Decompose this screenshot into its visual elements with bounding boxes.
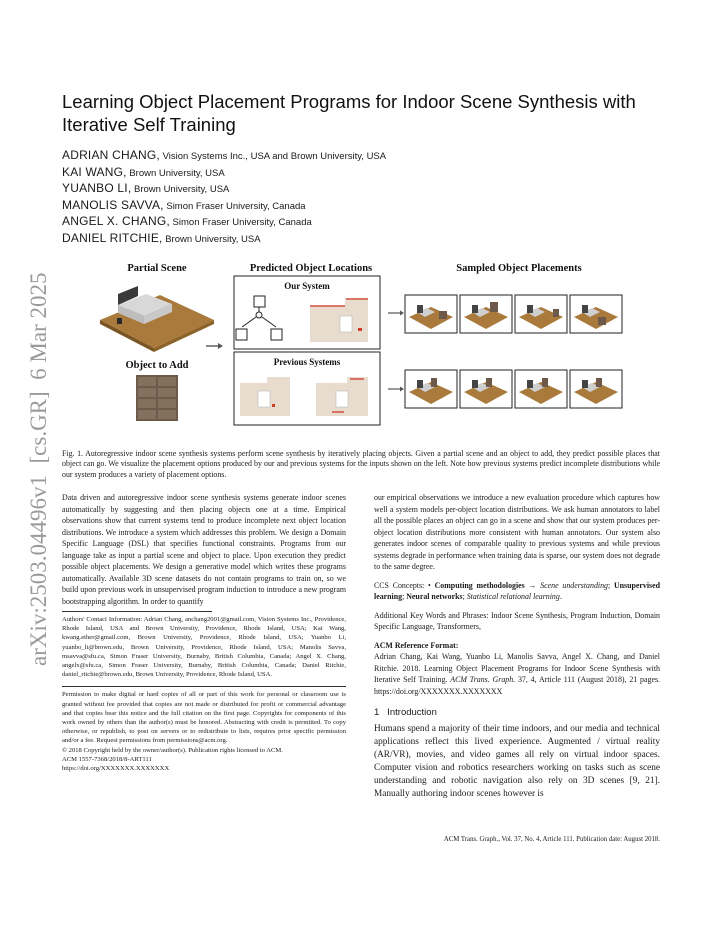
abstract-right: our empirical observations we introduce a new evaluation procedure which captures how well a system models per-object location distributions. We ask human annotators to label all the possible places an object can go in a scene and show that our system produces per-object location distributions more consistent with human annotators. Our system also generates indoor scenes of comparable quality to previous systems and while previous systems degrade in performance when training data is sparse, our system does not degrade to the same degree. xyxy=(374,493,660,571)
dresser-image xyxy=(136,375,178,421)
arrow-icon xyxy=(206,343,223,349)
author-list xyxy=(62,148,662,248)
program-tree-icon xyxy=(236,296,282,340)
label-sampled-placements: Sampled Object Placements xyxy=(456,263,582,274)
previous-system-heatmap-2 xyxy=(316,377,368,416)
arxiv-stamp-text: arXiv:2503.04496v1 [cs.GR] 6 Mar 2025 xyxy=(26,272,51,666)
doi-line: https://doi.org/XXXXXXX.XXXXXXX xyxy=(62,765,170,773)
acm-reference-heading: ACM Reference Format: xyxy=(374,640,459,650)
left-column xyxy=(62,492,346,773)
our-system-heatmap xyxy=(310,298,368,342)
figure-caption: Fig. 1. Autoregressive indoor scene synthesis systems perform scene synthesis by iteratively placing objects. Given a partial scene and an object to add, they predict possible places that object can go. We visualize the placement options produced by our and previous systems for the inputs shown on the left. Note how previous systems predict incomplete distributions while our system produces a variety of placement options. xyxy=(62,449,660,479)
author-line: KAI WANG, Brown University, USA xyxy=(62,164,225,179)
keywords: Additional Key Words and Phrases: Indoor Scene Synthesis, Program Induction, Domain Specific Language, Transformers, xyxy=(374,610,660,631)
label-our-system: Our System xyxy=(284,281,330,291)
issn-line: ACM 1557-7368/2018/8-ART111 xyxy=(62,755,152,763)
author-line: YUANBO LI, Brown University, USA xyxy=(62,181,230,196)
author-line: DANIEL RITCHIE, Brown University, USA xyxy=(62,230,261,245)
sample-thumbnails-previous xyxy=(405,370,622,408)
copyright-line: © 2018 Copyright held by the owner/author(s). Publication rights licensed to ACM. xyxy=(62,746,283,754)
paper-title: Learning Object Placement Programs for Indoor Scene Synthesis with Iterative Self Training xyxy=(62,91,636,135)
page-footer: ACM Trans. Graph., Vol. 37, No. 4, Article 111. Publication date: August 2018. xyxy=(443,836,660,843)
abstract-left: Data driven and autoregressive indoor scene synthesis systems generate indoor scenes automatically by suggesting and then placing objects one at a time. Empirical observations show that current systems tend to produce incomplete next object location distributions. We introduce a system which addresses this problem. We design a Domain Specific Language (DSL) that specifies functional constraints. Programs from our language take as input a partial scene and object to place. Upon execution they predict possible object placements. We design a generative model which writes these programs automatically. Available 3D scene datasets do not contain programs to train on, so we build upon previous work in unsupervised program induction to introduce a new program bootstrapping algorithm. In order to quantify xyxy=(62,493,346,606)
footnote-rule xyxy=(62,611,212,612)
author-line: ADRIAN CHANG, Vision Systems Inc., USA and Brown University, USA xyxy=(62,148,387,162)
arxiv-stamp xyxy=(8,250,68,670)
label-object-to-add: Object to Add xyxy=(125,360,189,371)
permission-rule xyxy=(62,686,346,687)
permission-notice: Permission to make digital or hard copies of all or part of this work for personal or classroom use is granted without fee provided that copies are not made or distributed for profit or commercial advantage and that copies bear this notice and the full citation on the first page. Copyrights for components of this work owned by others than the author(s) must be honored. Abstracting with credit is permitted. To copy otherwise, or republish, to post on servers or to redistribute to lists, requires prior specific permission and/or a fee. Request permissions from permissions@acm.org. xyxy=(62,691,346,745)
label-predicted-locations: Predicted Object Locations xyxy=(249,263,373,274)
ccs-concepts: CCS Concepts: • Computing methodologies → Scene understanding; Unsupervised learning; Neural networks; Statistical relational learning. xyxy=(374,580,661,601)
partial-scene-image xyxy=(100,286,214,352)
acm-reference: Adrian Chang, Kai Wang, Yuanbo Li, Manolis Savva, Angel X. Chang, and Daniel Ritchie. 2018. Learning Object Placement Programs for Indoor Scene Synthesis with Iterative Self Training. ACM Trans. Graph. 37, 4, Article 111 (August 2018), 21 pages. https://doi.org/XXXXXXX.XXXXXXX xyxy=(374,652,660,696)
right-column xyxy=(374,492,660,801)
author-line: MANOLIS SAVVA, Simon Fraser University, Canada xyxy=(62,197,306,212)
intro-paragraph: Humans spend a majority of their time indoors, and our media and technical applications reflect this lived experience. Augmented / virtual reality (AR/VR), movies, and video games all rely on virtual indoor spaces. Computer vision and robotics researchers working on tasks such as scene understanding and robotic navigation also rely on 3D scenes [9, 21]. Manually authoring indoor scenes however is xyxy=(374,723,660,799)
label-previous-systems: Previous Systems xyxy=(273,357,341,367)
arrow-icon xyxy=(388,311,404,392)
previous-system-heatmap-1 xyxy=(240,377,290,416)
teaser-figure xyxy=(62,258,658,444)
contact-info: Authors' Contact Information: Adrian Chang, anchang2001@gmail.com, Vision Systems Inc., Providence, Rhode Island, USA and Brown University, Providence, Rhode Island, USA; Kai Wang, kwang.ether@gmail.com, Brown University, Providence, Rhode Island, USA; Yuanbo Li, yuanbo_li@brown.edu, Brown University, Providence, Rhode Island, USA; Manolis Savva, msavva@sfu.ca, Simon Fraser University, Burnaby, British Columbia, Canada; Angel X. Chang, angelx@sfu.ca, Simon Fraser University, Burnaby, British Columbia, Canada; Daniel Ritchie, daniel_ritchie@brown.edu, Brown University, Providence, Rhode Island, USA. xyxy=(62,616,346,679)
sample-thumbnails-our xyxy=(405,295,622,333)
label-partial-scene: Partial Scene xyxy=(127,263,187,274)
author-line: ANGEL X. CHANG, Simon Fraser University, Canada xyxy=(62,214,312,229)
section-heading: 1 Introduction xyxy=(374,707,437,718)
